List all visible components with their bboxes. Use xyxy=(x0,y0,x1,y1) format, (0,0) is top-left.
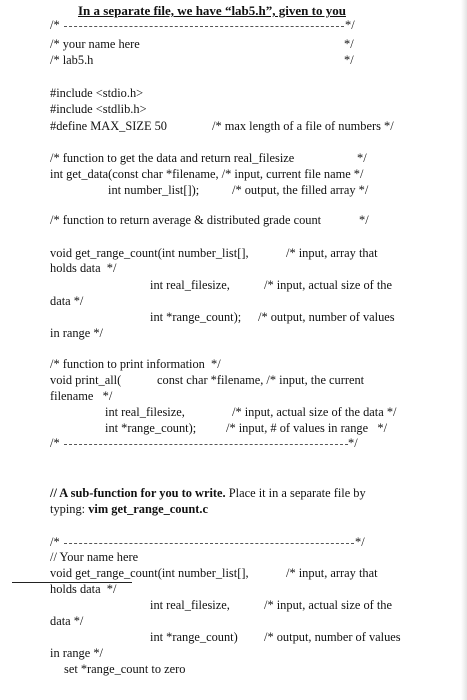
sub-your-name: // Your name here xyxy=(50,550,139,564)
typing-prefix: typing: xyxy=(50,502,89,516)
print-all-param-range-comment: /* input, # of values in range */ xyxy=(226,421,388,435)
range-count-param-filesize: int real_filesize, xyxy=(150,278,230,292)
sub-comment-open: /* xyxy=(50,535,60,549)
range-count-signature-comment: /* input, array that xyxy=(286,246,378,260)
sub-param-range: int *range_count) xyxy=(150,630,238,644)
comment-divider xyxy=(64,26,344,27)
range-count-wrap: holds data */ xyxy=(50,261,117,275)
sub-wrap: holds data */ xyxy=(50,582,117,596)
print-all-signature: void print_all( xyxy=(50,373,122,387)
range-count-param-range: int *range_count); xyxy=(150,310,242,324)
comment-divider xyxy=(64,444,348,445)
page-title: In a separate file, we have “lab5.h”, given to you xyxy=(78,3,346,18)
range-count-wrap: data */ xyxy=(50,294,84,308)
your-name-line: /* your name here xyxy=(50,37,140,51)
get-data-comment-close: */ xyxy=(357,151,367,165)
block-close-end: */ xyxy=(348,436,358,450)
include-stdlib: #include <stdlib.h> xyxy=(50,102,147,116)
block-close-open: /* xyxy=(50,436,60,450)
sub-wrap: in range */ xyxy=(50,646,103,660)
range-count-param-range-comment: /* output, number of values xyxy=(258,310,395,324)
sub-signature: void get_range_count(int number_list[], xyxy=(50,566,249,580)
get-data-param: int number_list[]); xyxy=(108,183,200,197)
print-all-param-filesize: int real_filesize, xyxy=(105,405,185,419)
include-stdio: #include <stdio.h> xyxy=(50,86,144,100)
print-all-wrap: filename */ xyxy=(50,389,113,403)
get-data-signature: int get_data(const char *filename, /* input, current file name */ xyxy=(50,167,364,181)
print-all-param-filesize-comment: /* input, actual size of the data */ xyxy=(232,405,397,419)
star-close: */ xyxy=(344,37,354,51)
sub-param-filesize-comment: /* input, actual size of the xyxy=(264,598,392,612)
sub-wrap: data */ xyxy=(50,614,84,628)
define-max-size: #define MAX_SIZE 50 xyxy=(50,119,168,133)
sub-param-filesize: int real_filesize, xyxy=(150,598,230,612)
page-edge-shadow xyxy=(461,0,467,700)
range-count-wrap: in range */ xyxy=(50,326,103,340)
comment-open: /* xyxy=(50,18,60,32)
subfunction-intro xyxy=(50,486,366,500)
range-count-comment: /* function to return average & distributed grade count xyxy=(50,213,322,227)
print-all-param-range: int *range_count); xyxy=(105,421,197,435)
get-data-comment: /* function to get the data and return real_filesize xyxy=(50,151,295,165)
star-close: */ xyxy=(344,53,354,67)
comment-open-close: */ xyxy=(345,18,355,32)
subfunction-typing xyxy=(50,502,208,516)
comment-divider xyxy=(64,543,354,544)
print-all-param-filename: const char *filename, /* input, the current xyxy=(157,373,365,387)
subfunction-intro-rest: Place it in a separate file by xyxy=(225,486,366,500)
sub-signature-comment: /* input, array that xyxy=(286,566,378,580)
lab5-h-line: /* lab5.h xyxy=(50,53,94,67)
sub-param-range-comment: /* output, number of values xyxy=(264,630,401,644)
sub-body-line: set *range_count to zero xyxy=(64,662,186,676)
print-all-comment: /* function to print information */ xyxy=(50,357,221,371)
subfunction-intro-bold: // A sub-function for you to write. xyxy=(50,486,226,500)
vim-command: vim get_range_count.c xyxy=(88,502,208,516)
get-data-param-comment: /* output, the filled array */ xyxy=(232,183,369,197)
define-comment: /* max length of a file of numbers */ xyxy=(212,119,394,133)
sub-comment-open-close: */ xyxy=(355,535,365,549)
range-count-comment-close: */ xyxy=(359,213,369,227)
range-count-signature: void get_range_count(int number_list[], xyxy=(50,246,249,260)
range-count-param-filesize-comment: /* input, actual size of the xyxy=(264,278,392,292)
